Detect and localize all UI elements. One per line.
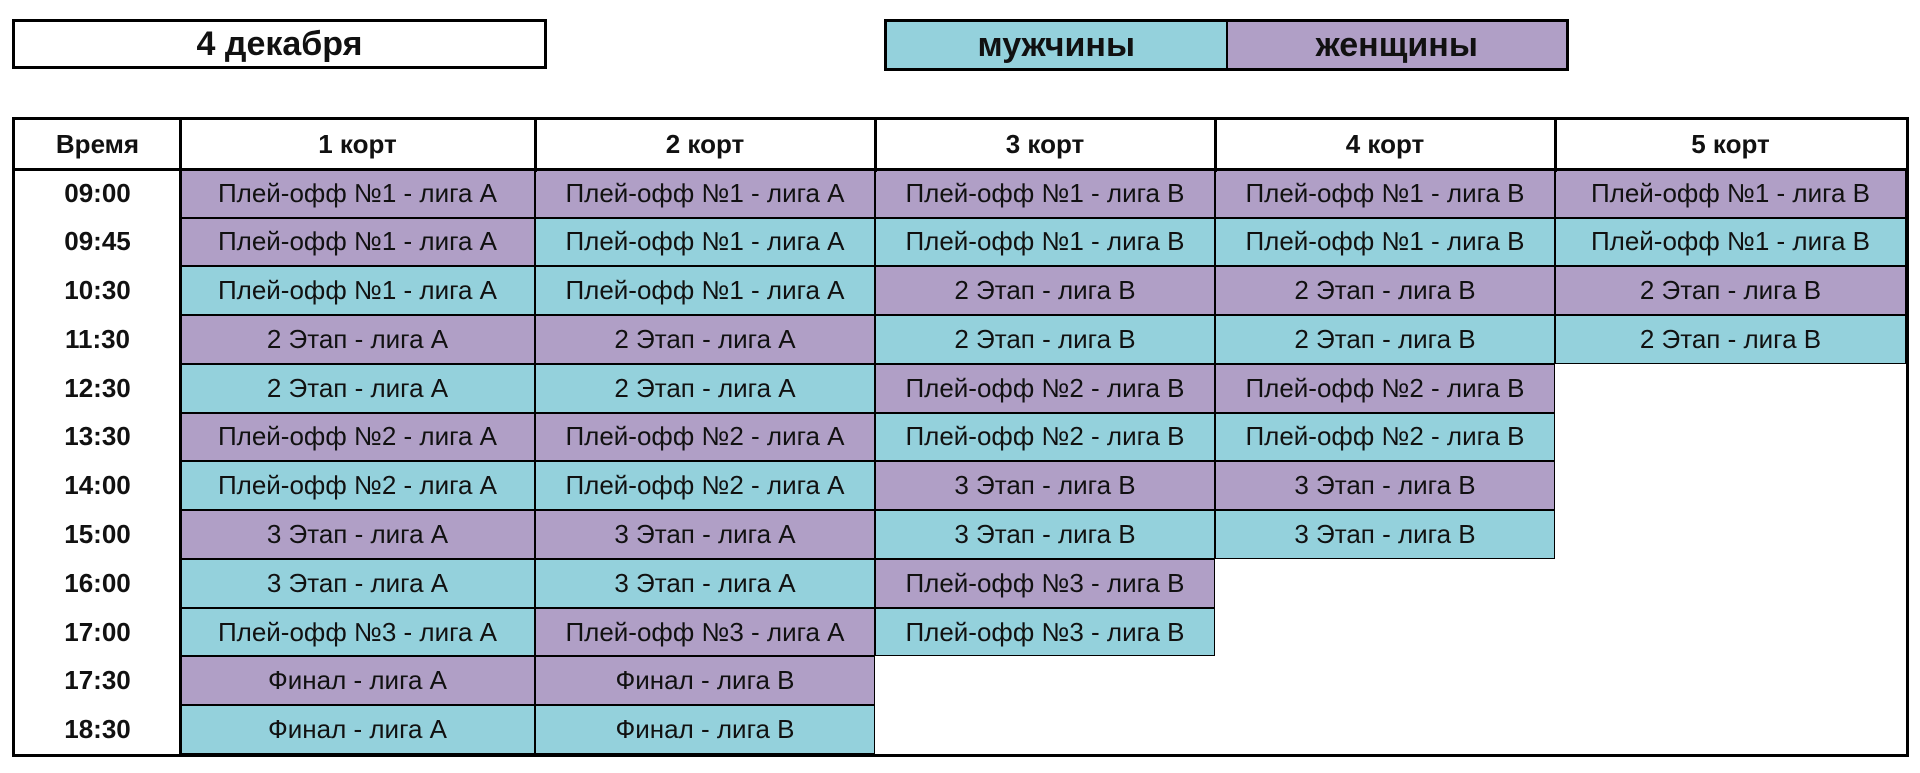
match-cell: 2 Этап - лига A xyxy=(180,364,535,413)
time-cell: 16:00 xyxy=(15,559,180,608)
empty-cell xyxy=(875,656,1215,705)
legend-men: мужчины xyxy=(887,22,1228,68)
match-cell: 2 Этап - лига B xyxy=(1555,315,1906,364)
time-cell: 14:00 xyxy=(15,461,180,510)
empty-cell xyxy=(1555,461,1906,510)
column-divider xyxy=(1214,120,1217,172)
match-cell: Финал - лига B xyxy=(535,705,875,754)
match-cell: Плей-офф №1 - лига A xyxy=(180,218,535,267)
match-cell: Финал - лига A xyxy=(180,656,535,705)
match-cell: 2 Этап - лига A xyxy=(180,315,535,364)
time-cell: 17:30 xyxy=(15,656,180,705)
match-cell: Плей-офф №3 - лига B xyxy=(875,559,1215,608)
match-cell: 3 Этап - лига A xyxy=(535,510,875,559)
time-cell: 12:30 xyxy=(15,364,180,413)
match-cell: Плей-офф №1 - лига A xyxy=(180,266,535,315)
match-cell: 2 Этап - лига B xyxy=(1215,315,1555,364)
empty-cell xyxy=(1215,608,1555,657)
time-cell: 15:00 xyxy=(15,510,180,559)
match-cell: 2 Этап - лига B xyxy=(1215,266,1555,315)
match-cell: Плей-офф №2 - лига A xyxy=(180,413,535,462)
match-cell: 2 Этап - лига B xyxy=(875,315,1215,364)
match-cell: Плей-офф №1 - лига B xyxy=(1555,169,1906,218)
match-cell: Плей-офф №1 - лига B xyxy=(875,218,1215,267)
match-cell: 2 Этап - лига B xyxy=(875,266,1215,315)
match-cell: Финал - лига B xyxy=(535,656,875,705)
empty-cell xyxy=(1555,364,1906,413)
match-cell: Плей-офф №1 - лига A xyxy=(535,266,875,315)
match-cell: 3 Этап - лига B xyxy=(875,510,1215,559)
empty-cell xyxy=(875,705,1215,754)
match-cell: 2 Этап - лига A xyxy=(535,315,875,364)
match-cell: 3 Этап - лига B xyxy=(875,461,1215,510)
empty-cell xyxy=(1215,559,1555,608)
match-cell: 3 Этап - лига A xyxy=(180,510,535,559)
match-cell: 3 Этап - лига A xyxy=(180,559,535,608)
empty-cell xyxy=(1555,413,1906,462)
match-cell: 3 Этап - лига B xyxy=(1215,510,1555,559)
match-cell: 2 Этап - лига B xyxy=(1555,266,1906,315)
match-cell: Плей-офф №3 - лига A xyxy=(180,608,535,657)
time-cell: 17:00 xyxy=(15,608,180,657)
legend-women: женщины xyxy=(1228,22,1567,68)
match-cell: Плей-офф №1 - лига B xyxy=(875,169,1215,218)
match-cell: Плей-офф №2 - лига B xyxy=(875,413,1215,462)
match-cell: Плей-офф №1 - лига A xyxy=(535,169,875,218)
match-cell: Плей-офф №2 - лига B xyxy=(1215,364,1555,413)
match-cell: Плей-офф №1 - лига B xyxy=(1555,218,1906,267)
match-cell: Плей-офф №2 - лига A xyxy=(180,461,535,510)
time-cell: 13:30 xyxy=(15,413,180,462)
empty-cell xyxy=(1555,656,1906,705)
empty-cell xyxy=(1215,656,1555,705)
header-court: 1 корт xyxy=(180,120,535,169)
header-court: 2 корт xyxy=(535,120,875,169)
empty-cell xyxy=(1555,559,1906,608)
match-cell: Плей-офф №3 - лига A xyxy=(535,608,875,657)
column-divider xyxy=(1554,120,1557,172)
header-divider xyxy=(15,168,1906,171)
match-cell: Плей-офф №3 - лига B xyxy=(875,608,1215,657)
match-cell: 3 Этап - лига B xyxy=(1215,461,1555,510)
empty-cell xyxy=(1555,510,1906,559)
header-time: Время xyxy=(15,120,180,169)
time-cell: 09:45 xyxy=(15,218,180,267)
header-court: 5 корт xyxy=(1555,120,1906,169)
empty-cell xyxy=(1215,705,1555,754)
column-divider xyxy=(534,120,537,172)
match-cell: Финал - лига A xyxy=(180,705,535,754)
match-cell: Плей-офф №2 - лига A xyxy=(535,461,875,510)
time-cell: 10:30 xyxy=(15,266,180,315)
empty-cell xyxy=(1555,608,1906,657)
match-cell: Плей-офф №2 - лига B xyxy=(1215,413,1555,462)
header-court: 3 корт xyxy=(875,120,1215,169)
time-cell: 11:30 xyxy=(15,315,180,364)
match-cell: Плей-офф №1 - лига A xyxy=(180,169,535,218)
time-column-divider xyxy=(179,120,182,754)
match-cell: Плей-офф №1 - лига A xyxy=(535,218,875,267)
match-cell: Плей-офф №1 - лига B xyxy=(1215,169,1555,218)
date-title: 4 декабря xyxy=(12,19,547,69)
match-cell: Плей-офф №2 - лига B xyxy=(875,364,1215,413)
match-cell: 2 Этап - лига A xyxy=(535,364,875,413)
match-cell: 3 Этап - лига A xyxy=(535,559,875,608)
gender-legend xyxy=(884,19,1569,71)
time-cell: 09:00 xyxy=(15,169,180,218)
column-divider xyxy=(874,120,877,172)
match-cell: Плей-офф №1 - лига B xyxy=(1215,218,1555,267)
header-court: 4 корт xyxy=(1215,120,1555,169)
time-cell: 18:30 xyxy=(15,705,180,754)
schedule-table xyxy=(12,117,1909,757)
empty-cell xyxy=(1555,705,1906,754)
match-cell: Плей-офф №2 - лига A xyxy=(535,413,875,462)
